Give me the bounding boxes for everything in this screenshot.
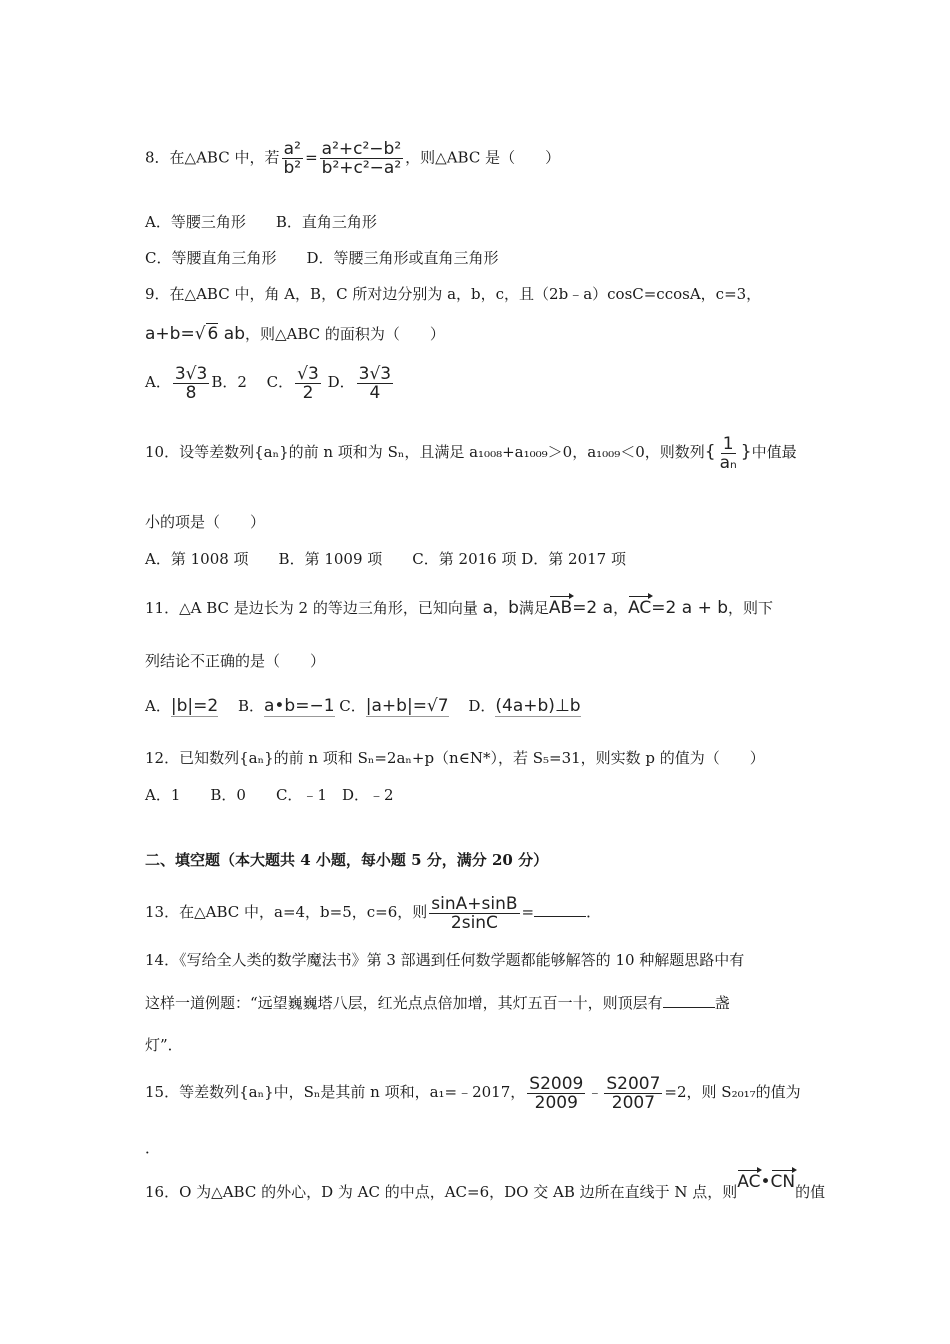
q11-options: A．|b|=2 B．a•b=−1 C．|a+b|=√7 D．(4a+b)⊥b [145, 696, 581, 716]
q13-answer-blank [534, 902, 586, 917]
q11-vector-a: a [482, 598, 494, 618]
q11-expression-ab: AB=2 a [548, 598, 614, 618]
q9-option-d: $\frac{3√3}{4}$ [358, 363, 392, 403]
q8-options-row1 [145, 212, 377, 232]
q9-expression: a+b=√ 6 ab [145, 324, 245, 344]
q8-option-c: C．等腰直角三角形 [145, 249, 277, 267]
q12-options: A．1 B．0 C．﹣1 D．﹣2 [145, 786, 394, 804]
q11-option-c: |a+b|=√7 [365, 696, 449, 716]
q8-suffix: ，则△ABC 是（ ） [405, 148, 561, 167]
section-heading: 二、填空题（本大题共 4 小题，每小题 5 分，满分 20 分） [145, 851, 549, 869]
q8-option-b: B．直角三角形 [275, 213, 377, 231]
q14-line3: 灯”． [145, 1036, 183, 1054]
q15-answer-dot: ． [145, 1139, 161, 1157]
q8-option-a: A．等腰三角形 [145, 213, 246, 231]
q9-option-a: $\frac{3√3}{8}$ [174, 363, 208, 403]
q11-option-b: a•b=−1 [263, 696, 335, 716]
q11-line1: 11．△A BC 是边长为 2 的等边三角形，已知向量 a，b满足AB=2 a，AC=2 a + b，则下 [145, 598, 774, 618]
q8-options-row2 [145, 248, 499, 268]
q13-line: 13．在△ABC 中，a=4，b=5，c=6，则 $\frac{\sin A+\sin B}{2\sin C}$ = ． [145, 893, 602, 933]
q15-line: 15．等差数列{aₙ}中，Sₙ是其前 n 项和，a₁=﹣2017， $\frac{S2009}{2009}$ ﹣ $\frac{S2007}{2007}$ =2，则 S₂₀₁₇的值为 [145, 1073, 801, 1113]
q8-prefix: 8．在△ABC 中，若 [145, 148, 280, 167]
q15-fraction-1: $\frac{S2009}{2009}$ [529, 1073, 584, 1113]
q10-line2: 小的项是（ ） [145, 513, 266, 531]
q14-line2: 这样一道例题：“远望巍巍塔八层，红光点点倍加增，其灯五百一十，则顶层有 盏 [145, 994, 730, 1012]
q10-fraction: $\frac{1}{\text{aₙ}}$ [719, 433, 737, 473]
q11-line2: 列结论不正确的是（ ） [145, 652, 326, 670]
q11-vector-b: b [508, 598, 519, 618]
q11-option-a: |b|=2 [170, 696, 219, 716]
q13-fraction: $\frac{\sin A+\sin B}{2\sin C}$ [431, 893, 518, 933]
q11-expression-ac: AC=2 a + b [628, 598, 729, 618]
q16-expression: AC•CN [737, 1172, 796, 1192]
q8-fraction-right: $\frac{\text{a²+c²−b²}}{\text{b²+c²−a²}}$ [321, 139, 402, 178]
q8-stem: 8．在△ABC 中，若 $\frac{\text{a²}}{\text{b²}}$ = $\frac{\text{a²+c²−b²}}{\text{b²+c²−a²}}$ ，则△ABC 是（ ） [145, 139, 561, 178]
q9-options: A． $\frac{3√3}{8}$ B．2 C． $\frac{√3}{2}$ D． $\frac{3√3}{4}$ [145, 363, 392, 403]
q9-option-b: B．2 [211, 373, 247, 391]
q8-fraction-left: $\frac{\text{a²}}{\text{b²}}$ [283, 139, 302, 178]
q10-options: A．第 1008 项 B．第 1009 项 C．第 2016 项 D．第 2017 项 [145, 550, 626, 568]
q15-fraction-2: $\frac{S2007}{2007}$ [606, 1073, 661, 1113]
q14-line1: 14．《写给全人类的数学魔法书》第 3 部遇到任何数学题都能够解答的 10 种解题思路中有 [145, 951, 745, 969]
q14-answer-blank [663, 993, 715, 1008]
q9-line2: a+b=√ 6 ab，则△ABC 的面积为（ ） [145, 324, 445, 344]
q9-line1: 9．在△ABC 中，角 A，B，C 所对边分别为 a，b，c，且（2b﹣a）cosC=ccosA，c=3， [145, 285, 762, 303]
q12-line1: 12．已知数列{aₙ}的前 n 项和 Sₙ=2aₙ+p（n∈N*），若 S₅=31，则实数 p 的值为（ ） [145, 749, 765, 767]
q10-line1: 10．设等差数列{aₙ}的前 n 项和为 Sₙ，且满足 a₁₀₀₈+a₁₀₀₉＞0，a₁₀₀₉＜0，则数列{ $\frac{1}{\text{aₙ}}$ }中值最 [145, 433, 797, 473]
q8-option-d: D．等腰三角形或直角三角形 [306, 249, 499, 267]
q16-line: 16．O 为△ABC 的外心，D 为 AC 的中点，AC=6，DO 交 AB 边所在直线于 N 点，则AC•CN的值 [145, 1172, 826, 1201]
q11-option-d: (4a+b)⊥b [495, 696, 581, 716]
q9-option-c: $\frac{√3}{2}$ [297, 363, 319, 403]
